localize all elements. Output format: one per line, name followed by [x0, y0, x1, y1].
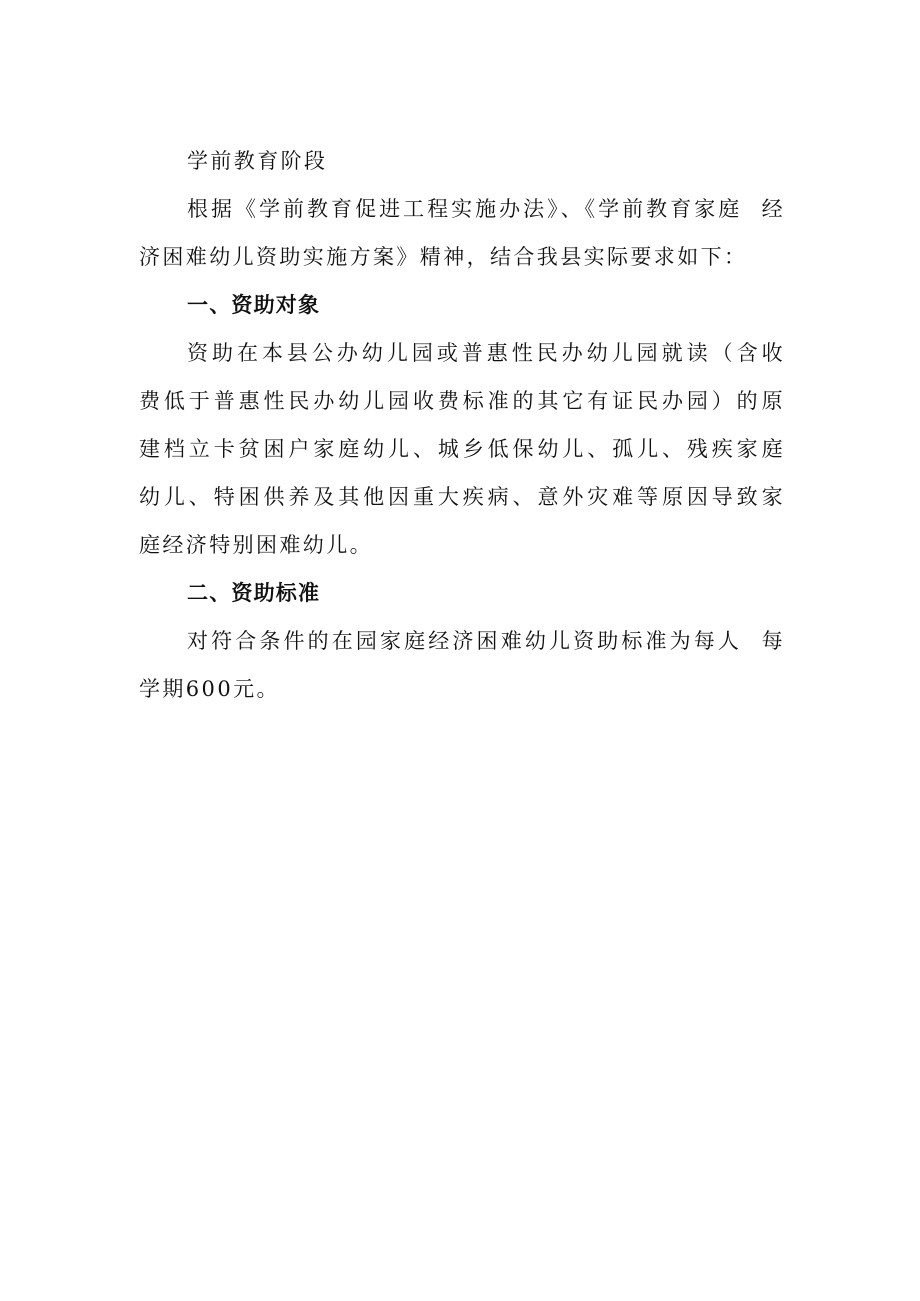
funding-targets-paragraph: 资助在本县公办幼儿园或普惠性民办幼儿园就读（含收 费低于普惠性民办幼儿园收费标准的其它有证民办园）的原 建档立卡贫困户家庭幼儿、城乡低保幼儿、孤儿、残疾家庭 幼儿、特困供养及其他因重大疾病、意外灾难等原因导致家 庭经济特别困难幼儿。 — [139, 341, 804, 557]
funding-standard-paragraph: 对符合条件的在园家庭经济困难幼儿资助标准为每人 每学期600元。 — [139, 629, 785, 701]
heading-funding-standard: 二、资助标准 — [187, 581, 321, 605]
heading-funding-targets: 一、资助对象 — [187, 293, 321, 317]
intro-paragraph: 根据《学前教育促进工程实施办法》、《学前教育家庭 经济困难幼儿资助实施方案》精神，结合我县实际要求如下： — [139, 197, 785, 269]
section-title: 学前教育阶段 — [187, 149, 328, 173]
document-body — [139, 137, 804, 713]
